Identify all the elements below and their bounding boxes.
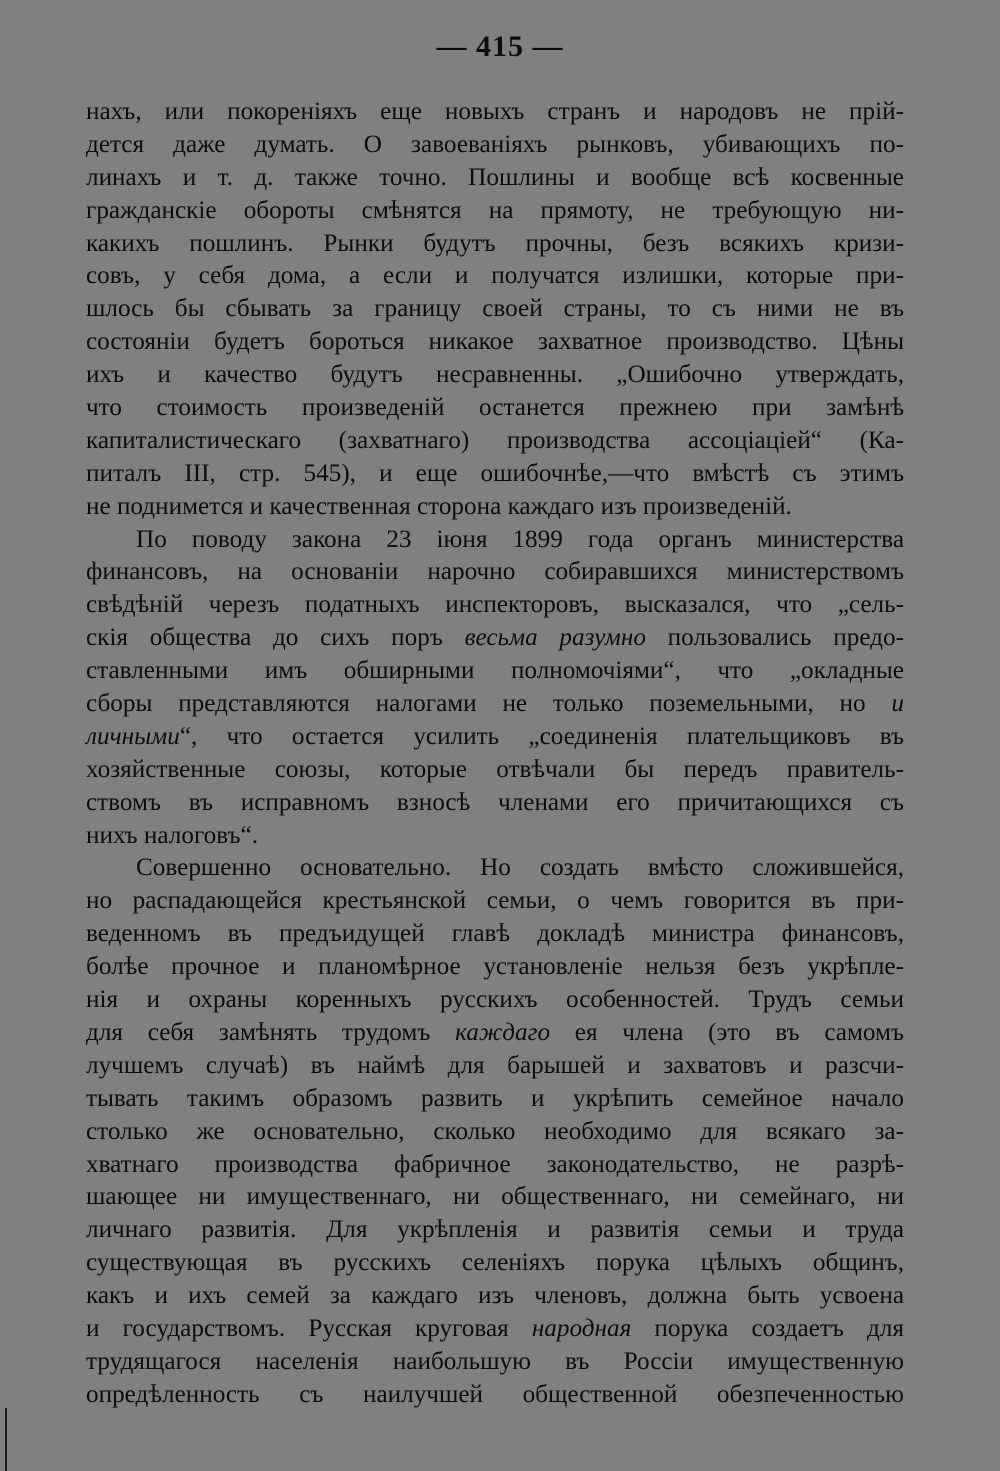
- text-line: не поднимется и качественная сторона каждаго изъ произведеній.: [86, 492, 792, 520]
- text-line: питалъ III, стр. 545), и еще ошибочнѣе,—что вмѣстѣ съ этимъ: [86, 459, 904, 487]
- body-text: [86, 96, 904, 1412]
- text-line: шлось бы сбывать за границу своей страны, то съ ними не въ: [86, 295, 904, 323]
- text-line: сборы представляются налогами не только поземельными, но и: [86, 690, 904, 718]
- text-line: веденномъ въ предъидущей главѣ докладѣ министра финансовъ,: [86, 920, 904, 948]
- text-line: для себя замѣнять трудомъ каждаго ея члена (это въ самомъ: [86, 1018, 905, 1046]
- scan-edge-mark: [5, 1408, 7, 1471]
- text-line: финансовъ, на основаніи нарочно собиравшихся министерствомъ: [86, 558, 904, 586]
- text-line: личнаго развитія. Для укрѣпленія и развитія семьи и труда: [86, 1216, 904, 1244]
- text-line: совъ, у себя дома, а если и получатся излишки, которые при-: [86, 262, 904, 290]
- text-line: нія и охраны коренныхъ русскихъ особенностей. Трудъ семьи: [86, 986, 904, 1014]
- text-line: столько же основательно, сколько необходимо для всякаго за-: [86, 1117, 904, 1145]
- text-line: тывать такимъ образомъ развить и укрѣпить семейное начало: [86, 1084, 904, 1112]
- text-line: линахъ и т. д. также точно. Пошлины и вообще всѣ косвенные: [86, 163, 904, 191]
- text-line: свѣдѣній черезъ податныхъ инспекторовъ, высказался, что „сель-: [86, 591, 904, 619]
- text-line: трудящагося населенія наибольшую въ Россіи имущественную: [86, 1347, 904, 1375]
- text-line: какихъ пошлинъ. Рынки будутъ прочны, безъ всякихъ кризи-: [86, 229, 904, 257]
- text-line: состояніи будетъ бороться никакое захватное производство. Цѣны: [86, 328, 904, 356]
- text-line: По поводу закона 23 іюня 1899 года органъ министерства: [136, 525, 904, 553]
- text-line: хозяйственные союзы, которые отвѣчали бы передъ правитель-: [86, 755, 904, 783]
- text-line: гражданскіе обороты смѣнятся на прямоту, не требующую ни-: [86, 196, 904, 224]
- text-line: нахъ, или покореніяхъ еще новыхъ странъ и народовъ не прій-: [86, 98, 904, 125]
- text-line: опредѣленность съ наилучшей общественной обезпеченностью: [86, 1380, 904, 1408]
- text-line: лучшемъ случаѣ) въ наймѣ для барышей и захватовъ и разсчи-: [86, 1051, 904, 1079]
- text-line: существующая въ русскихъ селеніяхъ порука цѣлыхъ общинъ,: [86, 1249, 904, 1277]
- text-line: и государствомъ. Русская круговая народная порука создаетъ для: [86, 1314, 904, 1342]
- text-line: ихъ и качество будутъ несравненны. „Ошибочно утверждать,: [86, 361, 904, 389]
- text-line: Совершенно основательно. Но создать вмѣсто сложившейся,: [136, 854, 904, 882]
- text-line: личными“, что остается усилить „соединенія плательщиковъ въ: [86, 722, 904, 750]
- text-line: скія общества до сихъ поръ весьма разумно пользовались предо-: [86, 624, 904, 652]
- text-line: нихъ налоговъ“.: [86, 821, 259, 849]
- text-line: хватнаго производства фабричное законодательство, не разрѣ-: [86, 1150, 904, 1178]
- text-line: шающее ни имущественнаго, ни общественнаго, ни семейнаго, ни: [86, 1183, 904, 1211]
- page-number: — 415 —: [436, 30, 564, 63]
- text-line: капиталистическаго (захватнаго) производства ассоціаціей“ (Ка-: [86, 426, 904, 454]
- text-line: ствомъ въ исправномъ взносѣ членами его причитающихся съ: [86, 788, 904, 816]
- text-line: но распадающейся крестьянской семьи, о чемъ говорится въ при-: [86, 887, 904, 915]
- text-line: болѣе прочное и планомѣрное установленіе нельзя безъ укрѣпле-: [86, 953, 904, 981]
- text-line: какъ и ихъ семей за каждаго изъ членовъ, должна быть усвоена: [86, 1282, 904, 1310]
- text-line: что стоимость произведеній останется прежнею при замѣнѣ: [86, 394, 904, 422]
- text-line: дется даже думать. О завоеваніяхъ рынковъ, убивающихъ по-: [86, 130, 904, 158]
- text-line: ставленными имъ обширными полномочіями“, что „окладные: [86, 657, 904, 685]
